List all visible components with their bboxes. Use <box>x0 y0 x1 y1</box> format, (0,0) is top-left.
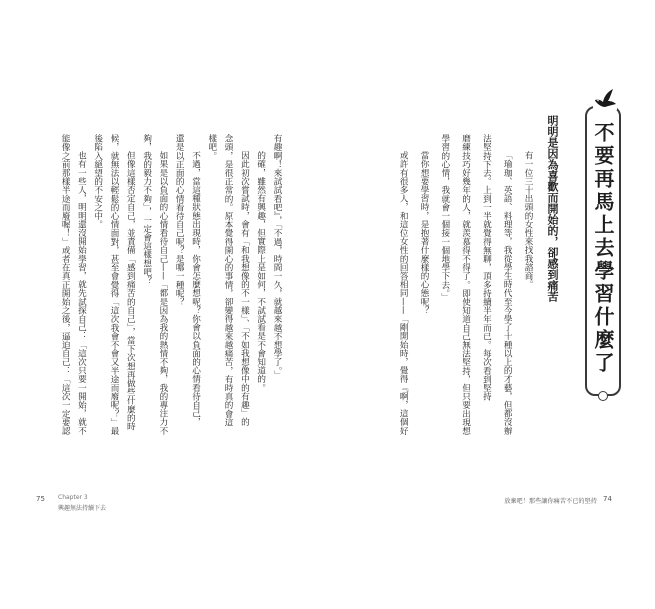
body-column: 但像這樣否定自己，並責備「感到痛苦的自己」，當下次想再做些什麼的時 <box>125 151 136 431</box>
body-column: 如果是以負面的心情看待自己——「都是因為我的熱情不夠，我的專注力不 <box>157 151 168 435</box>
section-title: 不要再馬上去學習什麼了 <box>591 122 615 375</box>
chapter-label: Chapter 3 <box>58 494 88 501</box>
body-column: 當你想要學習時，是抱著什麼樣的心態呢？ <box>419 151 430 315</box>
body-column: 有一位三十出頭的女性來找我諮商。 <box>523 151 533 289</box>
body-column: 樣吧。 <box>206 134 217 160</box>
body-column: 候，就無法以輕鬆的心情面對，甚至會覺得「這次我會不會又半途而廢呢？」最 <box>109 134 120 435</box>
body-column: 的確，雖然有興趣，但實際上是如何，不試試看是不會知道的。 <box>255 151 266 392</box>
bird-icon <box>593 88 617 110</box>
body-column: 學習的心情，我就會一個接一個地學下去。」 <box>439 134 450 302</box>
right-page-body <box>392 134 538 446</box>
body-column: 法堅持下去。上到一半就覺得無聊，頂多持續半年而已。每次看到堅持 <box>481 134 492 401</box>
body-column: 也有一些人，明明還沒開始學習，就先試探自己：「這次只要一開始，就不 <box>76 151 87 435</box>
body-column: 不過，當這種狀態出現時，你會怎麼想呢？你會以負面的心情看待自己， <box>190 151 201 427</box>
body-column: 磨練技巧好幾年的人，就羨慕得不得了。即使知道自己無法堅持，但只要出現想 <box>460 134 471 435</box>
section-subtitle: 明明是因為喜歡而開始的，卻感到痛苦 <box>546 115 559 302</box>
page-number: 75 <box>36 495 45 503</box>
running-head: 放棄吧！那些讓你痛苦不已的堅持 <box>504 498 597 505</box>
circle-icon <box>598 391 608 401</box>
section-title-box <box>585 106 621 396</box>
body-column: 因此初次嘗試時，會有「和我想像的不一樣」、「不如我想像中的有趣」的 <box>239 151 250 427</box>
body-column: 後陷入絕望的不安之中。 <box>92 134 103 229</box>
body-column: 念頭，是很正常的。原本覺得開心的事情，卻變得越來越痛苦，有時真的會這 <box>223 134 234 427</box>
left-page-body <box>57 134 285 446</box>
body-column: 「瑜珈、英語、料理等，我從學生時代至今學了十種以上的才藝，但都沒辦 <box>502 151 513 435</box>
body-column: 還是以正面的心情看待自己呢？是哪一種呢？ <box>174 134 185 306</box>
body-column: 或許有很多人，和這位女性的回答相同——「剛開始時，覺得『啊，這個好 <box>398 151 409 435</box>
body-column: 能像之前那樣半途而廢喔！」或者在真正開始之後，逼迫自己：「這次一定要認 <box>60 134 71 435</box>
body-column: 有趣啊！來試試看吧』，「不過，時間一久，就越來越不想學了。」 <box>272 134 282 380</box>
body-column: 夠，我的毅力不夠」，一定會這樣想吧？ <box>141 134 152 285</box>
page-number: 74 <box>603 495 612 503</box>
chapter-title: 興趣無法持續下去 <box>58 505 107 512</box>
